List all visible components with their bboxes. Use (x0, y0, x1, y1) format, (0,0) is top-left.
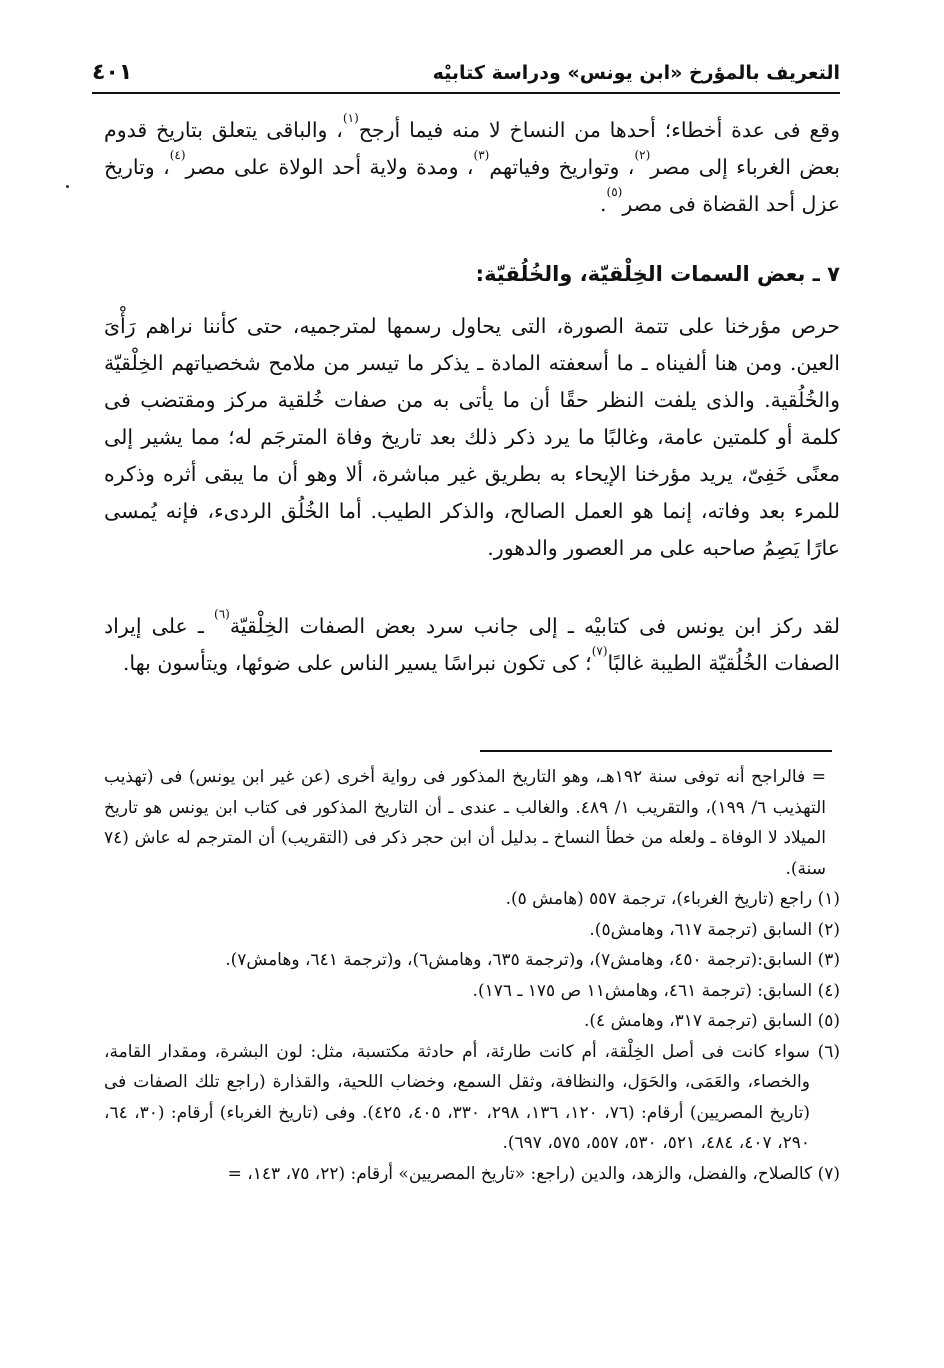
footnote-continuation: = فالراجح أنه توفى سنة ١٩٢هـ، وهو التاريخ المذكور فى رواية أخرى (عن غير ابن يونس) فى (تهذيب التهذيب ٦/ ١٩٩)، والتقريب ١/ ٤٨٩. والغالب ـ عندى ـ أن التاريخ المذكور فى كتاب ابن يونس هو تاريخ الميلاد لا الوفاة ـ ولعله من خطأ النساخ ـ بدليل أن ابن حجر ذكر فى (التقريب) أن المترجم له عاش (٧٤ سنة). (104, 767, 826, 879)
footnote-ref-7[interactable]: (٧) (591, 644, 608, 658)
footnotes (104, 762, 840, 1189)
footnote-3: (٣) السابق:(ترجمة ٤٥٠، وهامش٧)، و(ترجمة ٦٣٥، وهامش٦)، و(ترجمة ٦٤١، وهامش٧). (225, 950, 840, 970)
scan-speck (66, 185, 69, 188)
text-run: ، ومدة ولاية أحد الولاة على مصر (185, 155, 474, 179)
footnote-1: (١) راجع (تاريخ الغرباء)، ترجمة ٥٥٧ (هامش ٥). (505, 889, 840, 909)
paragraph-3 (104, 608, 840, 682)
footnote-ref-3[interactable]: (٣) (473, 148, 490, 162)
header-rule (92, 92, 840, 94)
running-title: التعريف بالمؤرخ «ابن يونس» ودراسة كتابيْه (432, 62, 840, 84)
text-run: ، وتواريخ وفياتهم (489, 155, 635, 179)
footnote-ref-2[interactable]: (٢) (634, 148, 651, 162)
footnote-ref-6[interactable]: (٦) (214, 607, 230, 621)
footnote-6: (٦) سواء كانت فى أصل الخِلْقة، أم كانت طارئة، أم حادثة مكتسبة، مثل: لون البشرة، ومقدار القامة، والخصاء، والعَمَى، والحَوَل، والنظافة، وثقل السمع، وخضاب اللحية، والقذارة (راجع تلك الصفات فى (تاريخ المصريين) أرقام: (٧٦، ١٢٠، ١٣٦، ٢٩٨، ٣٣٠، ٤٠٥، ٤٢٥). وفى (تاريخ الغرباء) أرقام: (٣٠، ٦٤، ٢٩٠، ٤٠٧، ٤٨٤، ٥٢١، ٥٣٠، ٥٥٧، ٥٧٥، ٦٩٧). (104, 1041, 840, 1153)
paragraph-focus (104, 608, 840, 682)
footnote-ref-4[interactable]: (٤) (169, 148, 186, 162)
footnote-4: (٤) السابق: (ترجمة ٤٦١، وهامش١١ ص ١٧٥ ـ ١٧٦). (472, 980, 840, 1001)
paragraph-1 (104, 112, 840, 223)
running-header (92, 52, 840, 94)
footnote-ref-5[interactable]: (٥) (606, 185, 623, 199)
text-run: . (599, 192, 607, 216)
paragraph-traits (104, 308, 840, 567)
text-run: ، والباقى يتعلق بتاريخ قدوم بعض الغرباء إلى مصر (104, 118, 841, 179)
footnote-ref-1[interactable]: (١) (342, 111, 359, 125)
section-heading: ٧ ـ بعض السمات الخِلْقيّة، والخُلُقيّة: (475, 262, 840, 286)
text-run: وقع فى عدة أخطاء؛ أحدها من النساخ لا منه فيما أرجح (358, 118, 841, 142)
page-number: ٤٠١ (92, 60, 133, 85)
text-run: لقد ركز ابن يونس فى كتابيْه ـ إلى جانب سرد بعض الصفات الخِلْقيّة (229, 614, 840, 638)
paragraph-2: حرص مؤرخنا على تتمة الصورة، التى يحاول رسمها لمترجميه، حتى كأننا نراهم رَأْىَ العين. ومن هنا ألفيناه ـ ما أسعفته المادة ـ يذكر ما تيسر من ملامح شخصياتهم الخِلْقيّة والخُلُقية. والذى يلفت النظر حقًا أن ما يأتى به من صفات خُلقية مركز ومقتضب فى كلمة أو كلمتين عامة، وغالبًا ما يرد ذكر ذلك بعد تاريخ وفاة المترجَم له؛ مما يشير إلى معنًى خَفِىّ، يريد مؤرخنا الإيحاء به بطريق غير مباشرة، ألا وهو أن ما يبقى أثره وذكره للمرء بعد وفاته، إنما هو العمل الصالح، والذكر الطيب. أما الخُلُق الردىء، فإنه يُمسى عارًا يَصِمُ صاحبه على مر العصور والدهور. (104, 314, 840, 560)
text-run: ؛ كى تكون نبراسًا يسير الناس على ضوئها، ويتأسون بها. (122, 651, 592, 675)
footnote-7: (٧) كالصلاح، والفضل، والزهد، والدين (راجع: «تاريخ المصريين» أرقام: (٢٢، ٧٥، ١٤٣، = (227, 1163, 840, 1184)
footnote-2: (٢) السابق (ترجمة ٦١٧، وهامش٥). (589, 919, 840, 940)
paragraph-errors (104, 112, 840, 223)
text-run: ، وتاريخ عزل أحد القضاة فى مصر (104, 155, 840, 216)
footnote-5: (٥) السابق (ترجمة ٣١٧، وهامش ٤). (583, 1011, 840, 1031)
text-run: ـ على إيراد الصفات الخُلُقيّة الطيبة غالبًا (104, 614, 840, 675)
footnote-separator (480, 750, 832, 752)
